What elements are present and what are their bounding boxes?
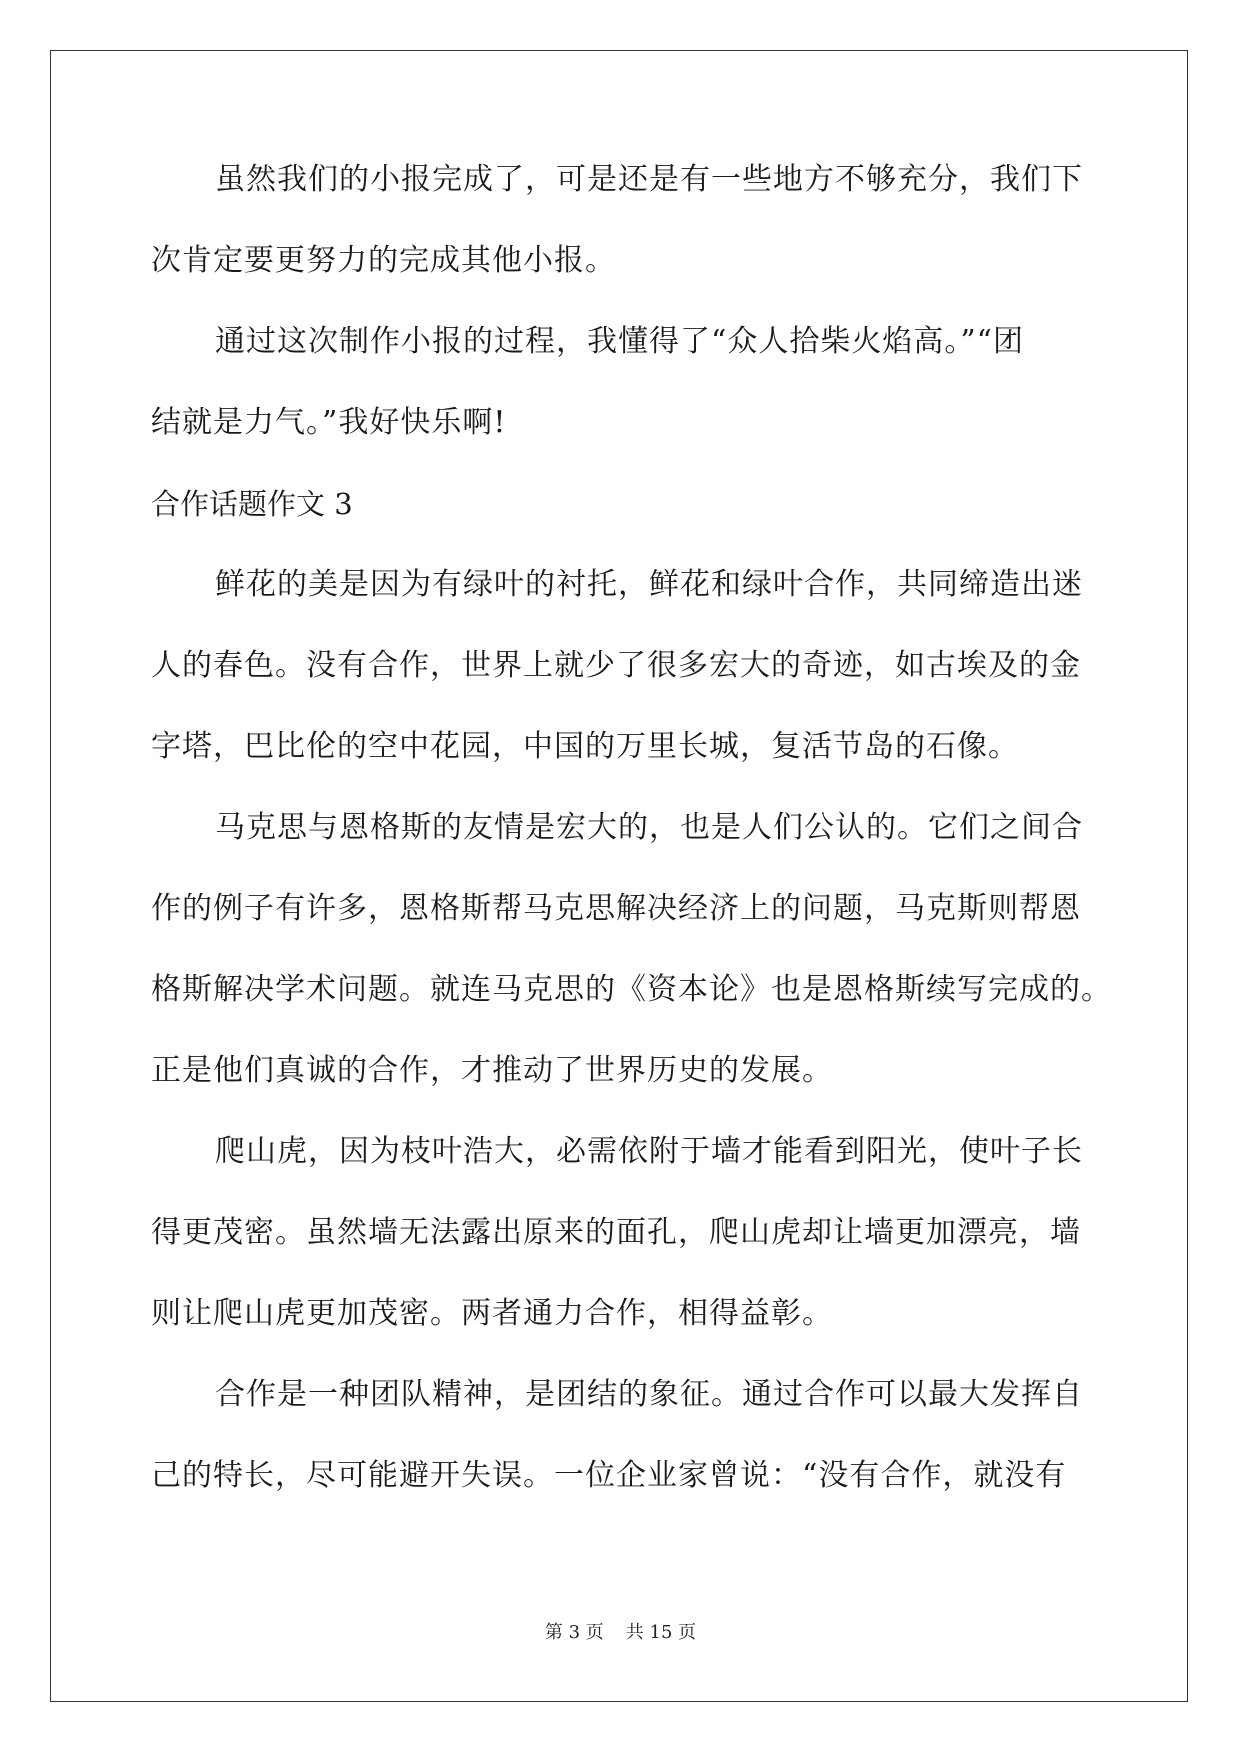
paragraph-line: 则让爬山虎更加茂密。两者通力合作，相得益彰。 <box>151 1296 833 1331</box>
paragraph-line: 虽然我们的小报完成了，可是还是有一些地方不够充分，我们下 <box>215 162 1083 197</box>
paragraph-line: 合作是一种团队精神，是团结的象征。通过合作可以最大发挥自 <box>215 1377 1083 1412</box>
page-total: 共 15 页 <box>625 1622 697 1643</box>
paragraph-line: 字塔，巴比伦的空中花园，中国的万里长城，复活节岛的石像。 <box>151 729 1019 764</box>
paragraph-line: 爬山虎，因为枝叶浩大，必需依附于墙才能看到阳光，使叶子长 <box>215 1134 1083 1169</box>
document-body <box>151 160 1111 1537</box>
paragraph-line: 格斯解决学术问题。就连马克思的《资本论》也是恩格斯续写完成的。 <box>151 972 1112 1007</box>
paragraph-line: 得更茂密。虽然墙无法露出原来的面孔，爬山虎却让墙更加漂亮，墙 <box>151 1215 1081 1250</box>
paragraph-line: 作的例子有许多，恩格斯帮马克思解决经济上的问题，马克斯则帮恩 <box>151 891 1081 926</box>
paragraph-line: 次肯定要更努力的完成其他小报。 <box>151 243 616 278</box>
section-heading: 合作话题作文 3 <box>151 487 353 521</box>
paragraph-line: 马克思与恩格斯的友情是宏大的，也是人们公认的。它们之间合 <box>215 810 1083 845</box>
paragraph-line: 己的特长，尽可能避开失误。一位企业家曾说：“没有合作，就没有 <box>151 1458 1067 1493</box>
page-number: 第 3 页 <box>544 1622 604 1643</box>
page-footer <box>0 1618 1241 1644</box>
paragraph-line: 正是他们真诚的合作，才推动了世界历史的发展。 <box>151 1053 833 1088</box>
paragraph-line: 人的春色。没有合作，世界上就少了很多宏大的奇迹，如古埃及的金 <box>151 648 1081 683</box>
paragraph-line: 鲜花的美是因为有绿叶的衬托，鲜花和绿叶合作，共同缔造出迷 <box>215 567 1083 602</box>
paragraph-line: 通过这次制作小报的过程，我懂得了“众人拾柴火焰高。”“团 <box>215 324 1025 359</box>
paragraph-line: 结就是力气。”我好快乐啊! <box>151 405 507 440</box>
